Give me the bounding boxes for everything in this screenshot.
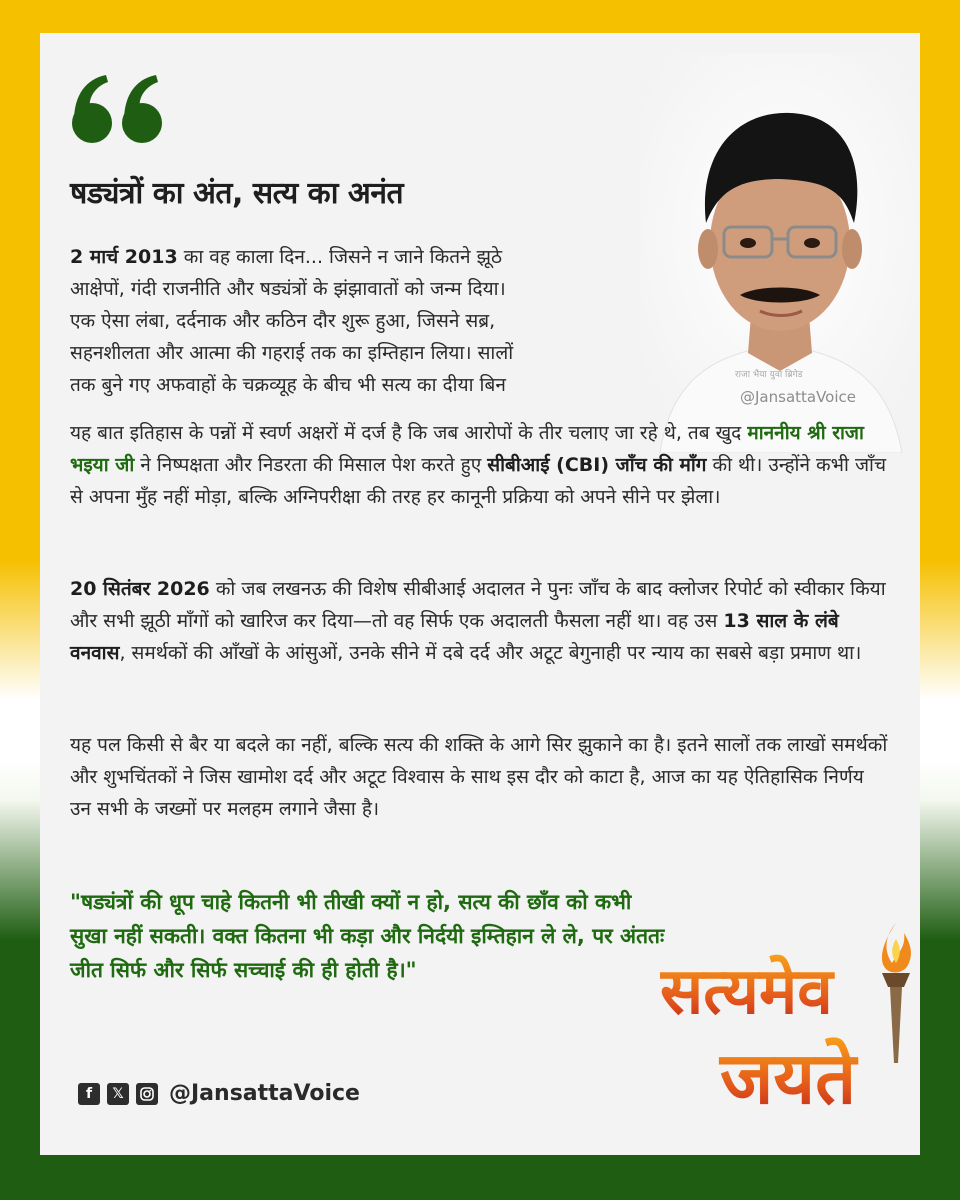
satyamev-jayate-logo xyxy=(660,903,920,1143)
instagram-icon[interactable] xyxy=(136,1083,158,1105)
paragraph-2 xyxy=(70,417,890,513)
paragraph-1 xyxy=(70,241,660,401)
x-icon[interactable]: 𝕏 xyxy=(107,1083,129,1105)
p2-text-c: की थी। उन्होंने कभी जाँच से अपना मुँह नहीं मोड़ा, बल्कि अग्निपरीक्षा की तरह हर कानूनी प्रक्रिया को अपने सीने पर झेला। xyxy=(70,454,887,508)
p2-text-b: ने निष्पक्षता और निडरता की मिसाल पेश करते हुए xyxy=(134,454,488,476)
quote-mark-icon xyxy=(70,73,166,145)
social-footer xyxy=(78,1081,360,1106)
logo-line-1: सत्यमेव xyxy=(660,954,833,1029)
p1-date: 2 मार्च 2013 xyxy=(70,246,178,268)
p3-text-b: , समर्थकों की आँखों के आंसुओं, उनके सीने में दबे दर्द और अटूट बेगुनाही पर न्याय का सबसे बड़ा प्रमाण था। xyxy=(119,642,862,664)
p3-date: 20 सितंबर 2026 xyxy=(70,578,210,600)
paragraph-4: यह पल किसी से बैर या बदले का नहीं, बल्कि सत्य की शक्ति के आगे सिर झुकाने का है। इतने सालों तक लाखों समर्थकों और शुभचिंतकों ने जिस खामोश दर्द और अटूट विश्वास के साथ इस दौर को काटा है, आज का यह ऐतिहासिक निर्णय उन सभी के जख्मों पर मलहम लगाने जैसा है। xyxy=(70,734,888,820)
p1-line-3: एक ऐसा लंबा, दर्दनाक और कठिन दौर शुरू हुआ, जिसने सब्र, xyxy=(70,310,496,332)
logo-line-2: जयते xyxy=(720,1035,857,1120)
p2-name: माननीय श्री राजा भइया जी xyxy=(70,422,864,476)
p1-line-5: तक बुने गए अफवाहों के चक्रव्यूह के बीच भी सत्य का दीया बिन xyxy=(70,374,506,396)
p1-line-2: आक्षेपों, गंदी राजनीति और षड्यंत्रों के झंझावातों को जन्म दिया। xyxy=(70,278,506,300)
paragraph-3 xyxy=(70,573,890,669)
p2-text-a: यह बात इतिहास के पन्नों में स्वर्ण अक्षरों में दर्ज है कि जब आरोपों के तीर चलाए जा रहे थे, तब खुद xyxy=(70,422,748,444)
p1-line-1 xyxy=(70,241,660,273)
watermark-handle: @JansattaVoice xyxy=(740,388,857,406)
photo-caption: राजा भैया युवा ब्रिगेड xyxy=(735,370,803,380)
p3-bold: 13 साल के लंबे वनवास xyxy=(70,610,839,664)
footer-handle[interactable]: @JansattaVoice xyxy=(169,1081,360,1106)
p1-line-4: सहनशीलता और आत्मा की गहराई तक का इम्तिहान लिया। सालों xyxy=(70,342,514,364)
facebook-icon[interactable]: f xyxy=(78,1083,100,1105)
p2-cbi: सीबीआई (CBI) जाँच की माँग xyxy=(487,454,707,476)
p3-text-a: को जब लखनऊ की विशेष सीबीआई अदालत ने पुनः जाँच के बाद क्लोजर रिपोर्ट को स्वीकार किया और सभी झूठी माँगों को खारिज कर दिया—तो वह सिर्फ एक अदालती फैसला नहीं था। वह उस xyxy=(70,578,886,632)
closing-quote: "षड्यंत्रों की धूप चाहे कितनी भी तीखी क्यों न हो, सत्य की छाँव को कभी सुखा नहीं सकती। वक्त कितना भी कड़ा और निर्दयी इम्तिहान ले ले, पर अंततः जीत सिर्फ और सिर्फ सच्चाई की ही होती है।" xyxy=(70,890,665,982)
post-card xyxy=(40,33,920,1155)
p1-line-1-text: का वह काला दिन... जिसने न जाने कितने झूठे xyxy=(177,246,503,268)
post-title: षड्यंत्रों का अंत, सत्य का अनंत xyxy=(70,176,404,211)
